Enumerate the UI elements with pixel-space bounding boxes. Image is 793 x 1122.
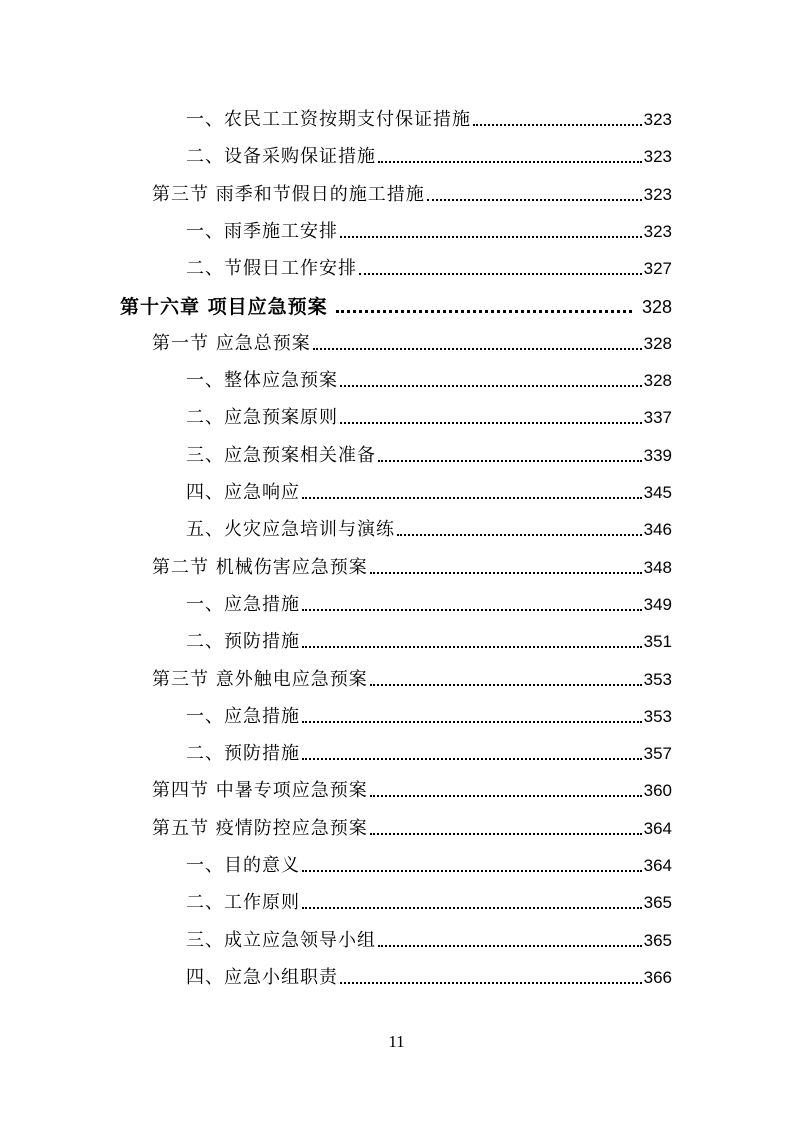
toc-dot-leader [427, 199, 642, 201]
toc-section-entry[interactable] [152, 325, 672, 355]
toc-dot-leader [370, 572, 642, 574]
toc-entry-page: 349 [643, 594, 672, 614]
toc-subsection-entry[interactable] [186, 437, 672, 467]
toc-entry-title: 一、应急措施 [186, 593, 300, 615]
toc-dot-leader [359, 273, 642, 275]
toc-dot-leader [302, 907, 642, 909]
toc-entry-title: 一、雨季施工安排 [186, 220, 338, 242]
toc-entry-title: 第二节 机械伤害应急预案 [152, 556, 368, 578]
toc-section-entry[interactable] [152, 810, 672, 840]
toc-chapter-entry[interactable] [120, 288, 672, 318]
toc-entry-page: 323 [643, 184, 672, 204]
toc-dot-leader [302, 609, 642, 611]
toc-entry-page: 364 [643, 856, 672, 875]
toc-subsection-entry[interactable] [186, 474, 672, 504]
toc-dot-leader [302, 646, 642, 648]
toc-entry-page: 328 [643, 333, 672, 353]
toc-dot-leader [397, 534, 642, 536]
toc-dot-leader [302, 758, 642, 760]
toc-entry-title: 第五节 疫情防控应急预案 [152, 817, 368, 839]
toc-dot-leader [473, 124, 642, 126]
toc-dot-leader [340, 982, 642, 984]
toc-entry-page: 353 [643, 706, 672, 726]
toc-dot-leader [370, 795, 642, 797]
toc-dot-leader [378, 945, 642, 947]
toc-entry-page: 348 [643, 557, 672, 577]
toc-dot-leader [336, 310, 632, 313]
toc-dot-leader [340, 236, 642, 238]
toc-subsection-entry[interactable] [186, 847, 672, 877]
toc-subsection-entry[interactable] [186, 884, 672, 914]
toc-entry-page: 365 [643, 893, 672, 913]
toc-entry-title: 一、应急措施 [186, 705, 300, 727]
toc-dot-leader [313, 348, 642, 350]
toc-entry-page: 327 [643, 259, 672, 279]
toc-subsection-entry[interactable] [186, 623, 672, 653]
toc-subsection-entry[interactable] [186, 511, 672, 541]
toc-subsection-entry[interactable] [186, 250, 672, 280]
toc-entry-title: 三、应急预案相关准备 [186, 444, 376, 466]
toc-subsection-entry[interactable] [186, 922, 672, 952]
toc-entry-title: 二、节假日工作安排 [186, 258, 357, 280]
toc-entry-title: 一、整体应急预案 [186, 370, 338, 392]
toc-entry-page: 346 [643, 520, 672, 540]
toc-entry-page: 323 [643, 147, 672, 167]
toc-entry-page: 360 [643, 781, 672, 801]
toc-entry-title: 二、预防措施 [186, 743, 300, 765]
toc-entry-page: 339 [643, 445, 672, 465]
toc-entry-title: 二、设备采购保证措施 [186, 146, 376, 168]
toc-entry-title: 三、成立应急领导小组 [186, 929, 376, 951]
toc-dot-leader [302, 721, 642, 723]
toc-entry-page: 364 [643, 818, 672, 838]
toc-subsection-entry[interactable] [186, 586, 672, 616]
toc-section-entry[interactable] [152, 661, 672, 691]
toc-subsection-entry[interactable] [186, 101, 672, 131]
toc-entry-title: 二、工作原则 [186, 892, 300, 914]
toc-entry-page: 353 [643, 669, 672, 689]
toc-entry-page: 366 [643, 967, 672, 987]
toc-dot-leader [340, 385, 642, 387]
toc-subsection-entry[interactable] [186, 735, 672, 765]
toc-section-entry[interactable] [152, 176, 672, 206]
page-number: 11 [388, 1032, 405, 1051]
toc-entry-page: 337 [643, 408, 672, 428]
toc-entry-page: 345 [643, 483, 672, 502]
toc-dot-leader [378, 161, 642, 163]
toc-entry-title: 四、应急响应 [186, 482, 300, 503]
toc-entry-title: 第一节 应急总预案 [152, 332, 311, 354]
toc-subsection-entry[interactable] [186, 959, 672, 989]
toc-dot-leader [370, 833, 642, 835]
toc-entry-title: 二、应急预案原则 [186, 407, 338, 429]
toc-entry-title: 一、目的意义 [186, 855, 300, 876]
toc-entry-title: 第四节 中暑专项应急预案 [152, 780, 368, 802]
toc-entry-title: 第三节 雨季和节假日的施工措施 [152, 183, 425, 205]
toc-entry-page: 328 [641, 296, 672, 317]
toc-section-entry[interactable] [152, 772, 672, 802]
toc-dot-leader [302, 497, 642, 499]
toc-dot-leader [340, 422, 642, 424]
toc-subsection-entry[interactable] [186, 213, 672, 243]
toc-entry-title: 五、火灾应急培训与演练 [186, 519, 395, 541]
toc-entry-title: 一、农民工工资按期支付保证措施 [186, 109, 471, 130]
toc-entry-page: 323 [643, 221, 672, 241]
toc-dot-leader [378, 460, 642, 462]
toc-dot-leader [302, 870, 642, 872]
toc-entry-title: 二、预防措施 [186, 631, 300, 653]
toc-entry-page: 323 [643, 110, 672, 129]
toc-entry-title: 第十六章 项目应急预案 [120, 295, 328, 318]
toc-section-entry[interactable] [152, 549, 672, 579]
toc-entry-page: 328 [643, 371, 672, 391]
toc-subsection-entry[interactable] [186, 138, 672, 168]
toc-subsection-entry[interactable] [186, 362, 672, 392]
toc-subsection-entry[interactable] [186, 698, 672, 728]
toc-entry-title: 四、应急小组职责 [186, 966, 338, 988]
toc-entry-title: 第三节 意外触电应急预案 [152, 668, 368, 690]
toc-entry-page: 365 [643, 930, 672, 950]
toc-entry-page: 357 [643, 744, 672, 764]
toc-dot-leader [370, 684, 642, 686]
toc-entry-page: 351 [643, 632, 672, 652]
toc-subsection-entry[interactable] [186, 399, 672, 429]
